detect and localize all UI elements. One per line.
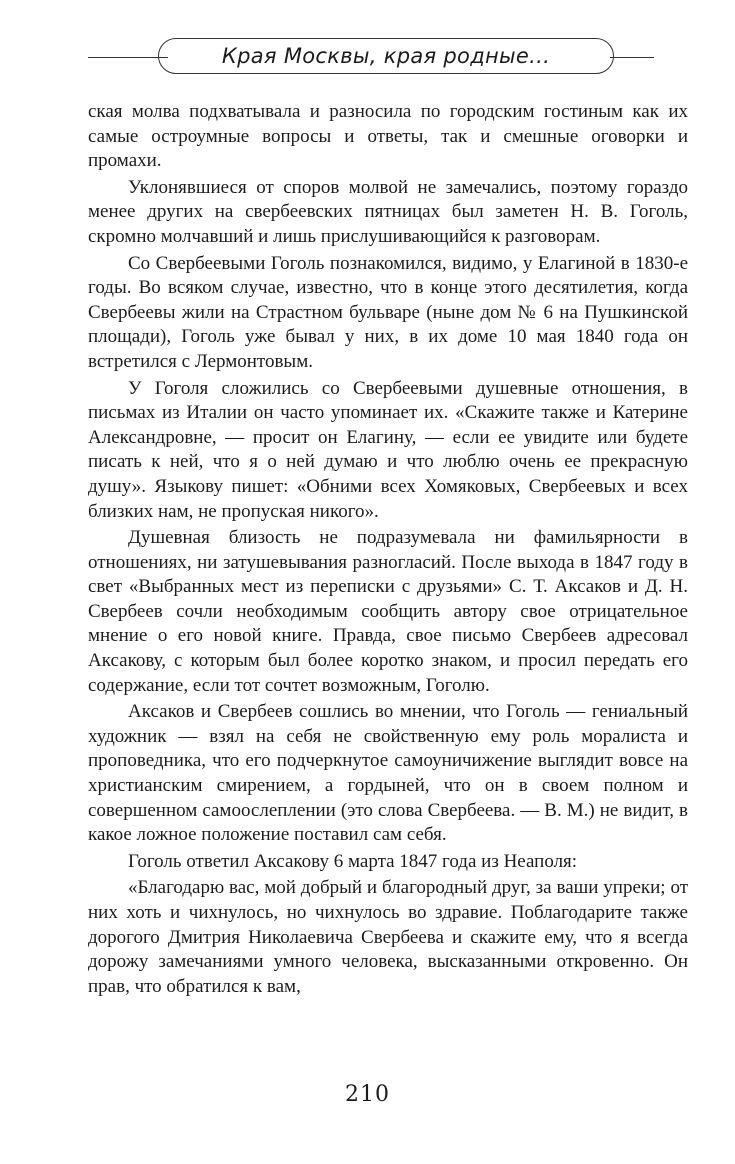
paragraph: «Благодарю вас, мой добрый и благородный друг, за ваши упреки; от них хоть и чихнулось, но чихнулось во здравие. Поблагодарите также дорогого Дмитрия Николаевича Свербеева и скажите ему, что я всегда дорожу замечаниями умного человека, высказанными откровенно. Он прав, что обратился к вам,: [88, 877, 688, 997]
paragraph: Уклонявшиеся от споров молвой не замечались, поэтому гораздо менее других на свербеевских пятницах был заметен Н. В. Гоголь, скромно молчавший и лишь прислушивающийся к разговорам.: [88, 176, 688, 247]
paragraph: Со Свербеевыми Гоголь познакомился, видимо, у Елагиной в 1830-е годы. Во всяком случае, известно, что в конце этого десятилетия, когда Свербеевы жили на Страстном бульваре (ныне дом № 6 на Пушкинской площади), Гоголь уже бывал у них, в их доме 10 мая 1840 года он встретился с Лермонтовым.: [88, 252, 688, 372]
body-text: [88, 100, 688, 999]
running-header-title: Края Москвы, края родные...: [221, 44, 551, 68]
header-rule-left: [88, 57, 168, 58]
paragraph: Гоголь ответил Аксакову 6 марта 1847 года из Неаполя:: [128, 850, 578, 872]
running-header: [88, 36, 654, 80]
header-rule-right: [610, 57, 654, 58]
paragraph: У Гоголя сложились со Свербеевыми душевные отношения, в письмах из Италии он часто упоминает их. «Скажите также и Катерине Александровне, — просит он Елагину, — если ее увидите или будете писать к ней, что я о ней думаю и что люблю очень ее прекрасную душу». Языкову пишет: «Обними всех Хомяковых, Свербеевых и всех близких нам, не пропуская никого».: [88, 377, 688, 522]
paragraph: ская молва подхватывала и разносила по городским гостиным как их самые остроумные вопросы и ответы, так и смешные оговорки и промахи.: [88, 101, 688, 172]
paragraph: Аксаков и Свербеев сошлись во мнении, что Гоголь — гениальный художник — взял на себя не свойственную ему роль моралиста и проповедника, что его подчеркнутое самоуничижение выглядит вовсе на христианским смирением, а гордыней, что он в своем полном и совершенном самоослеплении (это слова Свербеева. — В. М.) не видит, в какое ложное положение поставил сам себя.: [88, 701, 688, 846]
paragraph: Душевная близость не подразумевала ни фамильярности в отношениях, ни затушевывания разногласий. После выхода в 1847 году в свет «Выбранных мест из переписки с друзьями» С. Т. Аксаков и Д. Н. Свербеев сочли необходимым сообщить автору свое отрицательное мнение о его новой книге. Правда, свое письмо Свербеев адресовал Аксакову, с которым был более коротко знаком, и просил передать его содержание, если тот сочтет возможным, Гоголю.: [88, 527, 688, 696]
page-number: 210: [345, 1082, 390, 1107]
